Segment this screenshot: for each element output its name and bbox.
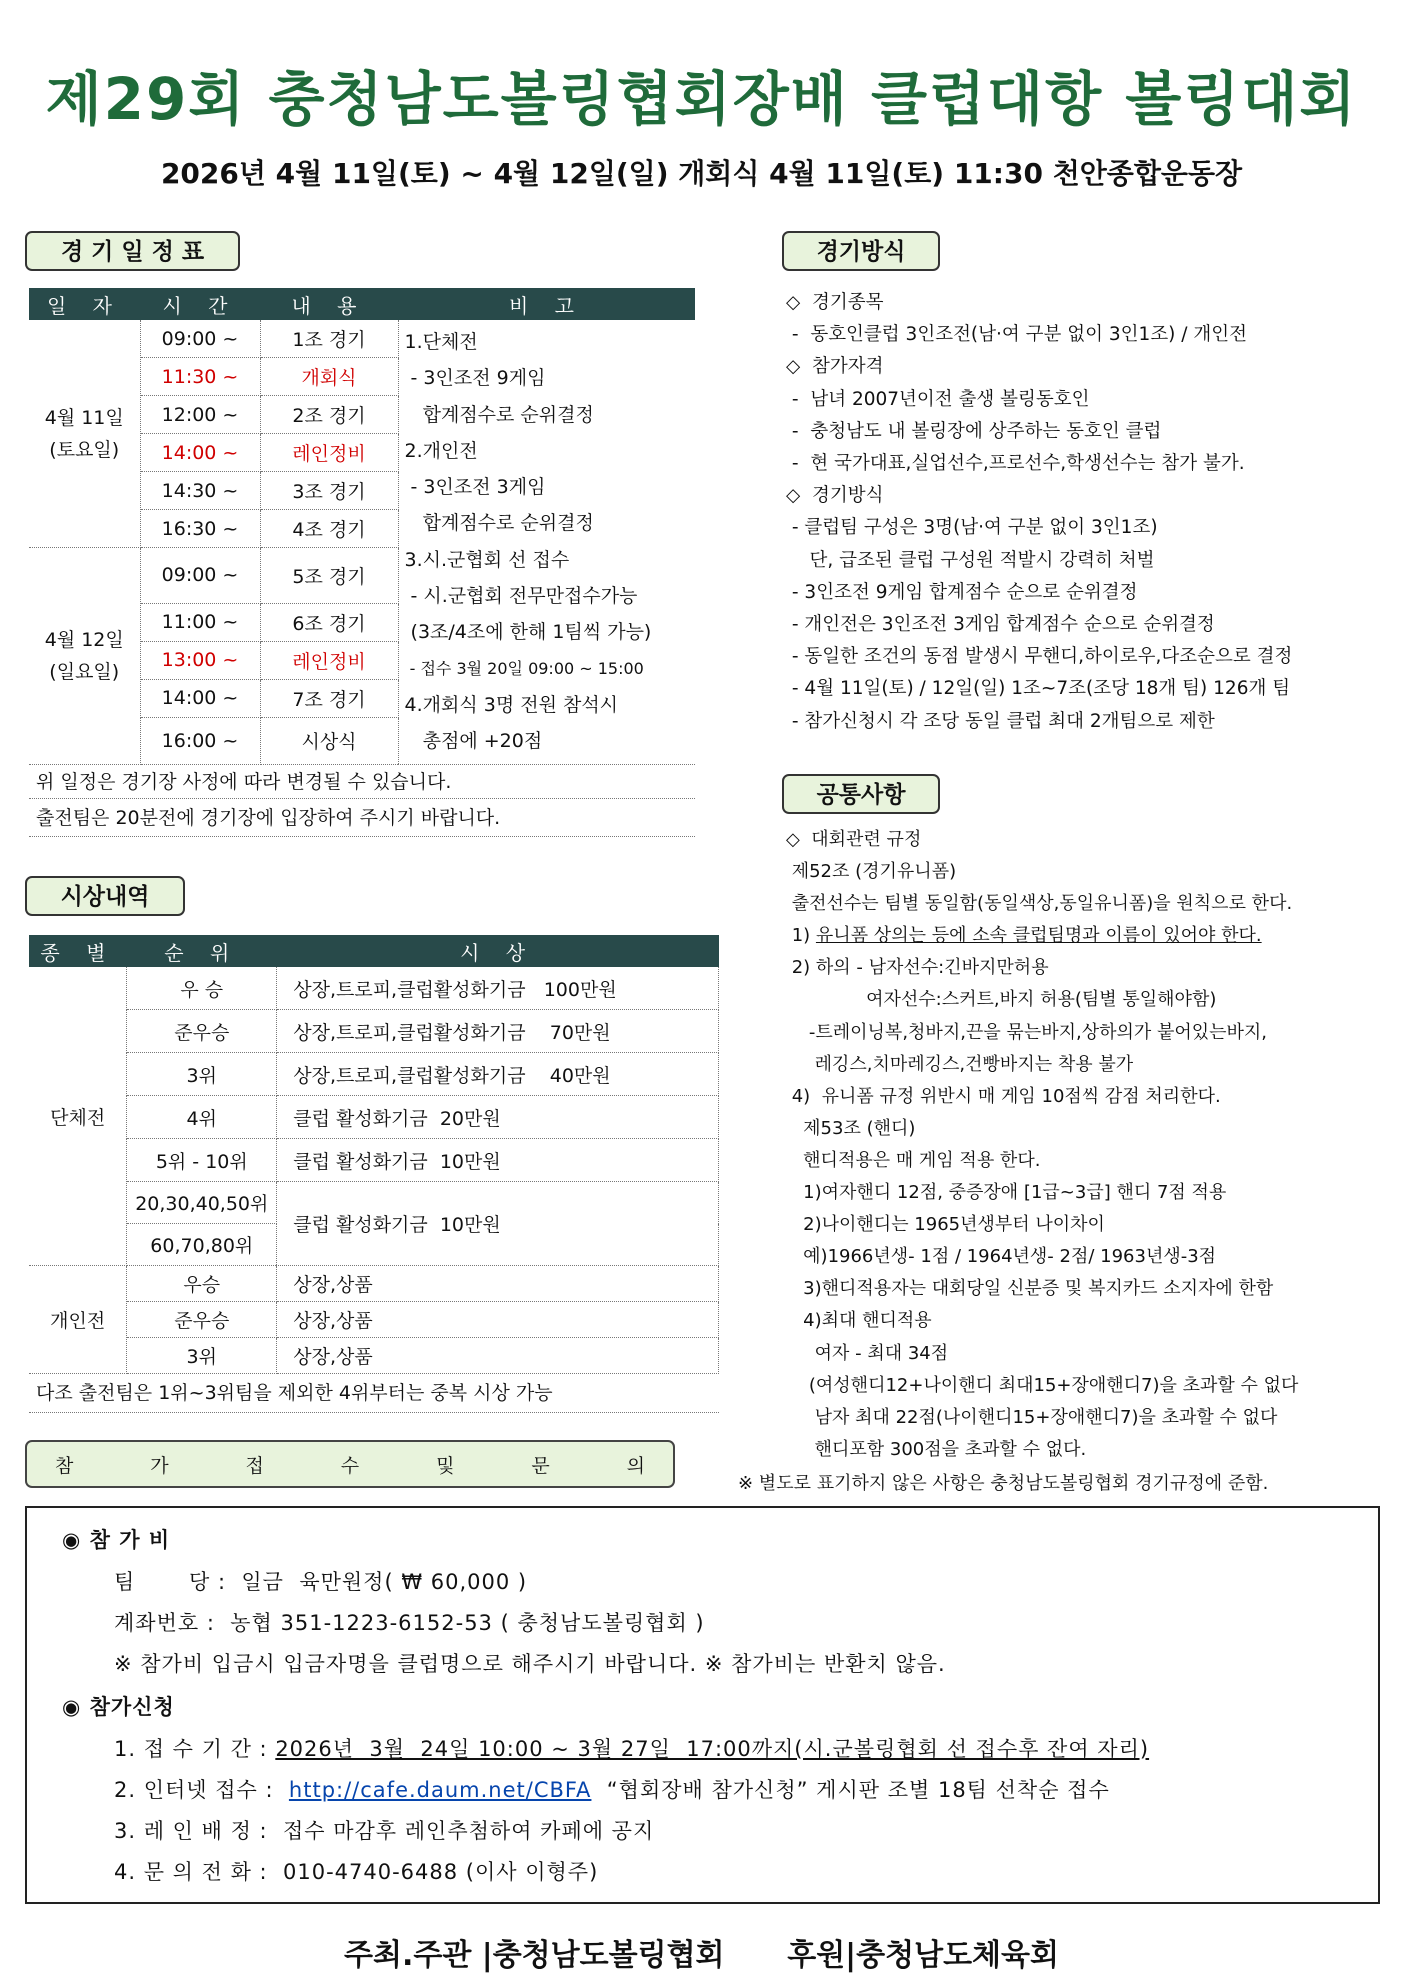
table-row: 준우승 bbox=[127, 1010, 277, 1053]
method-line: - 현 국가대표,실업선수,프로선수,학생선수는 참가 불가. bbox=[786, 453, 1245, 475]
note-line: 3.시.군협회 선 접수 bbox=[404, 548, 570, 571]
period-label: 1. 접 수 기 간 : bbox=[114, 1737, 276, 1761]
cafe-link[interactable]: http://cafe.daum.net/CBFA bbox=[288, 1778, 592, 1802]
note-line: - 접수 3월 20일 09:00 ~ 15:00 bbox=[404, 658, 644, 678]
table-row: 개회식 bbox=[260, 358, 398, 396]
note-line: 1.단체전 bbox=[404, 331, 478, 353]
method-badge: 경기방식 bbox=[782, 231, 940, 271]
method-line: 단, 급조된 클럽 구성원 적발시 강력히 처벌 bbox=[786, 549, 1155, 571]
table-row: 레인정비 bbox=[260, 641, 398, 679]
common-footnote: ※ 별도로 표기하지 않은 사항은 충청남도볼링협회 경기규정에 준함. bbox=[738, 1473, 1269, 1494]
internet-rest: “협회장배 참가신청” 게시판 조별 18팀 선착순 접수 bbox=[591, 1778, 1110, 1802]
common-line: 예)1966년생- 1점 / 1964년생- 2점/ 1963년생-3점 bbox=[786, 1246, 1217, 1268]
table-row: 1조 경기 bbox=[260, 320, 398, 358]
table-row: 4위 bbox=[127, 1096, 277, 1139]
method-line: ◇ 참가자격 bbox=[786, 356, 884, 378]
internet-label: 2. 인터넷 접수 : bbox=[114, 1778, 289, 1802]
awards-footer: 다조 출전팀은 1위~3위팀을 제외한 4위부터는 중복 시상 가능 bbox=[36, 1382, 553, 1404]
table-row: 14:00 ~ bbox=[140, 434, 260, 472]
common-line: 제53조 (핸디) bbox=[786, 1117, 916, 1139]
table-row: 12:00 ~ bbox=[140, 396, 260, 434]
common-line: 3)핸디적용자는 대회당일 신분증 및 복지카드 소지자에 한함 bbox=[786, 1278, 1274, 1300]
table-row: 09:00 ~ bbox=[140, 548, 260, 604]
method-line: - 3인조전 9게임 합계점수 순으로 순위결정 bbox=[786, 581, 1138, 603]
table-row: 상장,트로피,클럽활성화기금 70만원 bbox=[277, 1010, 719, 1053]
header-category: 종 별 bbox=[29, 935, 127, 967]
table-row: 3위 bbox=[127, 1338, 277, 1374]
common-line: ◇ 대회관련 규정 bbox=[786, 829, 922, 850]
common-line: 남자 최대 22점(나이핸디15+장애핸디7)을 초과할 수 없다 bbox=[786, 1406, 1278, 1428]
note-line: 4.개회식 3명 전원 참석시 bbox=[404, 693, 619, 716]
note-line: - 3인조전 9게임 bbox=[404, 367, 546, 390]
fee-heading: ◉ 참 가 비 bbox=[62, 1528, 171, 1552]
table-row: 상장,상품 bbox=[277, 1266, 719, 1302]
method-line: ◇ 경기종목 bbox=[786, 292, 884, 313]
table-row: 클럽 활성화기금 10만원 bbox=[277, 1139, 719, 1182]
common-line: 여자선수:스커트,바지 허용(팀별 통일해야함) bbox=[786, 989, 1217, 1011]
table-row: 60,70,80위 bbox=[127, 1224, 277, 1266]
host-line: 주최.주관 |충청남도볼링협회 후원|충청남도체육회 bbox=[343, 1938, 1059, 1973]
common-line: 핸디포함 300점을 초과할 수 없다. bbox=[786, 1438, 1087, 1460]
inquiry-char: 의 bbox=[626, 1454, 645, 1477]
table-row: 11:30 ~ bbox=[140, 358, 260, 396]
table-row: 16:00 ~ bbox=[140, 717, 260, 764]
method-section bbox=[786, 287, 1292, 738]
table-row: 6조 경기 bbox=[260, 603, 398, 641]
apply-heading: ◉ 참가신청 bbox=[62, 1695, 175, 1719]
table-row: 7조 경기 bbox=[260, 679, 398, 717]
individual-category: 개인전 bbox=[29, 1266, 127, 1374]
table-row: 준우승 bbox=[127, 1302, 277, 1338]
fee-note: ※ 참가비 입금시 입금자명을 클럽명으로 해주시기 바랍니다. ※ 참가비는 반환치 않음. bbox=[114, 1652, 946, 1676]
day2-cell: 4월 12일 (일요일) bbox=[29, 548, 140, 765]
table-row: 우승 bbox=[127, 1266, 277, 1302]
common-line bbox=[786, 920, 1298, 952]
header-content: 내 용 bbox=[260, 288, 398, 320]
inquiry-char: 참 bbox=[55, 1454, 74, 1477]
common-line: 여자 - 최대 34점 bbox=[786, 1342, 949, 1364]
page-title: 제29회 충청남도볼링협회장배 클럽대항 볼링대회 bbox=[45, 65, 1358, 133]
note-line: - 시.군협회 전무만접수가능 bbox=[404, 585, 638, 608]
uniform-rule: 유니폼 상의는 등에 소속 클럽팀명과 이름이 있어야 한다. bbox=[815, 925, 1262, 947]
method-line: - 남녀 2007년이전 출생 볼링동호인 bbox=[786, 388, 1090, 410]
table-row: 14:00 ~ bbox=[140, 679, 260, 717]
fee-account: 계좌번호 : 농협 351-1223-6152-53 ( 충청남도볼링협회 ) bbox=[114, 1611, 705, 1635]
schedule-footer-2: 출전팀은 20분전에 경기장에 입장하여 주시기 바랍니다. bbox=[36, 807, 501, 829]
schedule-footer-1: 위 일정은 경기장 사정에 따라 변경될 수 있습니다. bbox=[36, 771, 452, 793]
apply-internet bbox=[114, 1774, 1110, 1804]
schedule-notes bbox=[398, 320, 695, 764]
method-line: - 참가신청시 각 조당 동일 클럽 최대 2개팀으로 제한 bbox=[786, 710, 1215, 732]
period-value: 2026년 3월 24일 10:00 ~ 3월 27일 17:00까지(시.군볼링협회 선 접수후 잔여 자리) bbox=[275, 1737, 1150, 1761]
table-row: 13:00 ~ bbox=[140, 641, 260, 679]
note-line: 합계점수로 순위결정 bbox=[404, 403, 594, 426]
common-line: 출전선수는 팀별 동일함(동일색상,동일유니폼)을 원칙으로 한다. bbox=[786, 893, 1293, 915]
method-line: - 동일한 조건의 동점 발생시 무핸디,하이로우,다조순으로 결정 bbox=[786, 646, 1293, 668]
header-prize: 시 상 bbox=[277, 935, 719, 967]
table-row: 우 승 bbox=[127, 967, 277, 1010]
table-row: 상장,트로피,클럽활성화기금 100만원 bbox=[277, 967, 719, 1010]
table-row: 11:00 ~ bbox=[140, 603, 260, 641]
header-note: 비 고 bbox=[398, 288, 695, 320]
apply-period bbox=[114, 1733, 1149, 1763]
awards-table bbox=[29, 935, 719, 1374]
common-line: 2) 하의 - 남자선수:긴바지만허용 bbox=[786, 957, 1049, 979]
schedule-badge: 경 기 일 정 표 bbox=[25, 231, 240, 271]
method-line: - 동호인클럽 3인조전(남·여 구분 없이 3인1조) / 개인전 bbox=[786, 324, 1248, 346]
note-line: - 3인조전 3게임 bbox=[404, 476, 546, 499]
common-line: 2)나이핸디는 1965년생부터 나이차이 bbox=[786, 1214, 1105, 1236]
common-line: 4) 유니폼 규정 위반시 매 게임 10점씩 감점 처리한다. bbox=[786, 1085, 1221, 1107]
note-line: 합계점수로 순위결정 bbox=[404, 512, 594, 535]
schedule-table bbox=[29, 288, 695, 765]
awards-badge: 시상내역 bbox=[25, 876, 185, 916]
inquiry-char: 접 bbox=[245, 1454, 264, 1477]
apply-lane: 3. 레 인 배 정 : 접수 마감후 레인추첨하여 카페에 공지 bbox=[114, 1819, 655, 1843]
common-line-prefix: 1) bbox=[786, 925, 816, 947]
inquiry-char: 가 bbox=[150, 1454, 169, 1477]
note-line: (3조/4조에 한해 1팀씩 가능) bbox=[404, 621, 652, 644]
inquiry-char: 문 bbox=[531, 1454, 550, 1477]
fee-team: 팀 당 : 일금 육만원정( ₩ 60,000 ) bbox=[114, 1570, 528, 1594]
table-row: 20,30,40,50위 bbox=[127, 1182, 277, 1224]
inquiry-bar bbox=[25, 1440, 675, 1488]
method-line: ◇ 경기방식 bbox=[786, 485, 884, 507]
table-row: 4조 경기 bbox=[260, 510, 398, 548]
table-row: 2조 경기 bbox=[260, 396, 398, 434]
inquiry-char: 및 bbox=[436, 1454, 455, 1477]
table-row: 상장,상품 bbox=[277, 1302, 719, 1338]
table-row: 09:00 ~ bbox=[140, 320, 260, 358]
table-row: 3조 경기 bbox=[260, 472, 398, 510]
common-line: 4)최대 핸디적용 bbox=[786, 1310, 932, 1332]
note-line: 총점에 +20점 bbox=[404, 730, 543, 753]
common-badge: 공통사항 bbox=[782, 774, 940, 814]
method-line: - 4월 11일(토) / 12일(일) 1조~7조(조당 18개 팀) 126개 팀 bbox=[786, 678, 1291, 700]
common-line: 1)여자핸디 12점, 중증장애 [1급~3급] 핸디 7점 적용 bbox=[786, 1182, 1227, 1204]
table-row: 상장,상품 bbox=[277, 1338, 719, 1374]
table-row: 시상식 bbox=[260, 717, 398, 764]
common-line: (여성핸디12+나이핸디 최대15+장애핸디7)을 초과할 수 없다 bbox=[786, 1374, 1299, 1396]
method-line: - 개인전은 3인조전 3게임 합계점수 순으로 순위결정 bbox=[786, 614, 1215, 636]
header-date: 일 자 bbox=[29, 288, 140, 320]
event-subtitle: 2026년 4월 11일(토) ~ 4월 12일(일) 개회식 4월 11일(토) 11:30 천안종합운동장 bbox=[160, 157, 1243, 190]
table-row: 클럽 활성화기금 10만원 bbox=[277, 1182, 719, 1266]
common-section bbox=[786, 824, 1298, 1466]
table-row: 3위 bbox=[127, 1053, 277, 1096]
table-row: 5위 - 10위 bbox=[127, 1139, 277, 1182]
common-line: 레깅스,치마레깅스,건빵바지는 착용 불가 bbox=[786, 1053, 1134, 1075]
header-rank: 순 위 bbox=[127, 935, 277, 967]
common-line: 제52조 (경기유니폼) bbox=[786, 861, 957, 883]
header-time: 시 간 bbox=[140, 288, 260, 320]
inquiry-char: 수 bbox=[340, 1454, 360, 1477]
table-row: 16:30 ~ bbox=[140, 510, 260, 548]
method-line: - 충청남도 내 볼링장에 상주하는 동호인 클럽 bbox=[786, 420, 1162, 442]
table-row: 레인정비 bbox=[260, 434, 398, 472]
apply-phone: 4. 문 의 전 화 : 010-4740-6488 (이사 이형주) bbox=[114, 1860, 599, 1884]
team-category: 단체전 bbox=[29, 967, 127, 1266]
common-line: 핸디적용은 매 게임 적용 한다. bbox=[786, 1149, 1041, 1171]
table-row: 14:30 ~ bbox=[140, 472, 260, 510]
table-row: 상장,트로피,클럽활성화기금 40만원 bbox=[277, 1053, 719, 1096]
table-row: 5조 경기 bbox=[260, 548, 398, 604]
method-line: - 클럽팀 구성은 3명(남·여 구분 없이 3인1조) bbox=[786, 517, 1158, 539]
common-line: -트레이닝복,청바지,끈을 묶는바지,상하의가 붙어있는바지, bbox=[786, 1021, 1268, 1043]
table-row: 클럽 활성화기금 20만원 bbox=[277, 1096, 719, 1139]
day1-cell: 4월 11일 (토요일) bbox=[29, 320, 140, 548]
note-line: 2.개인전 bbox=[404, 439, 478, 462]
